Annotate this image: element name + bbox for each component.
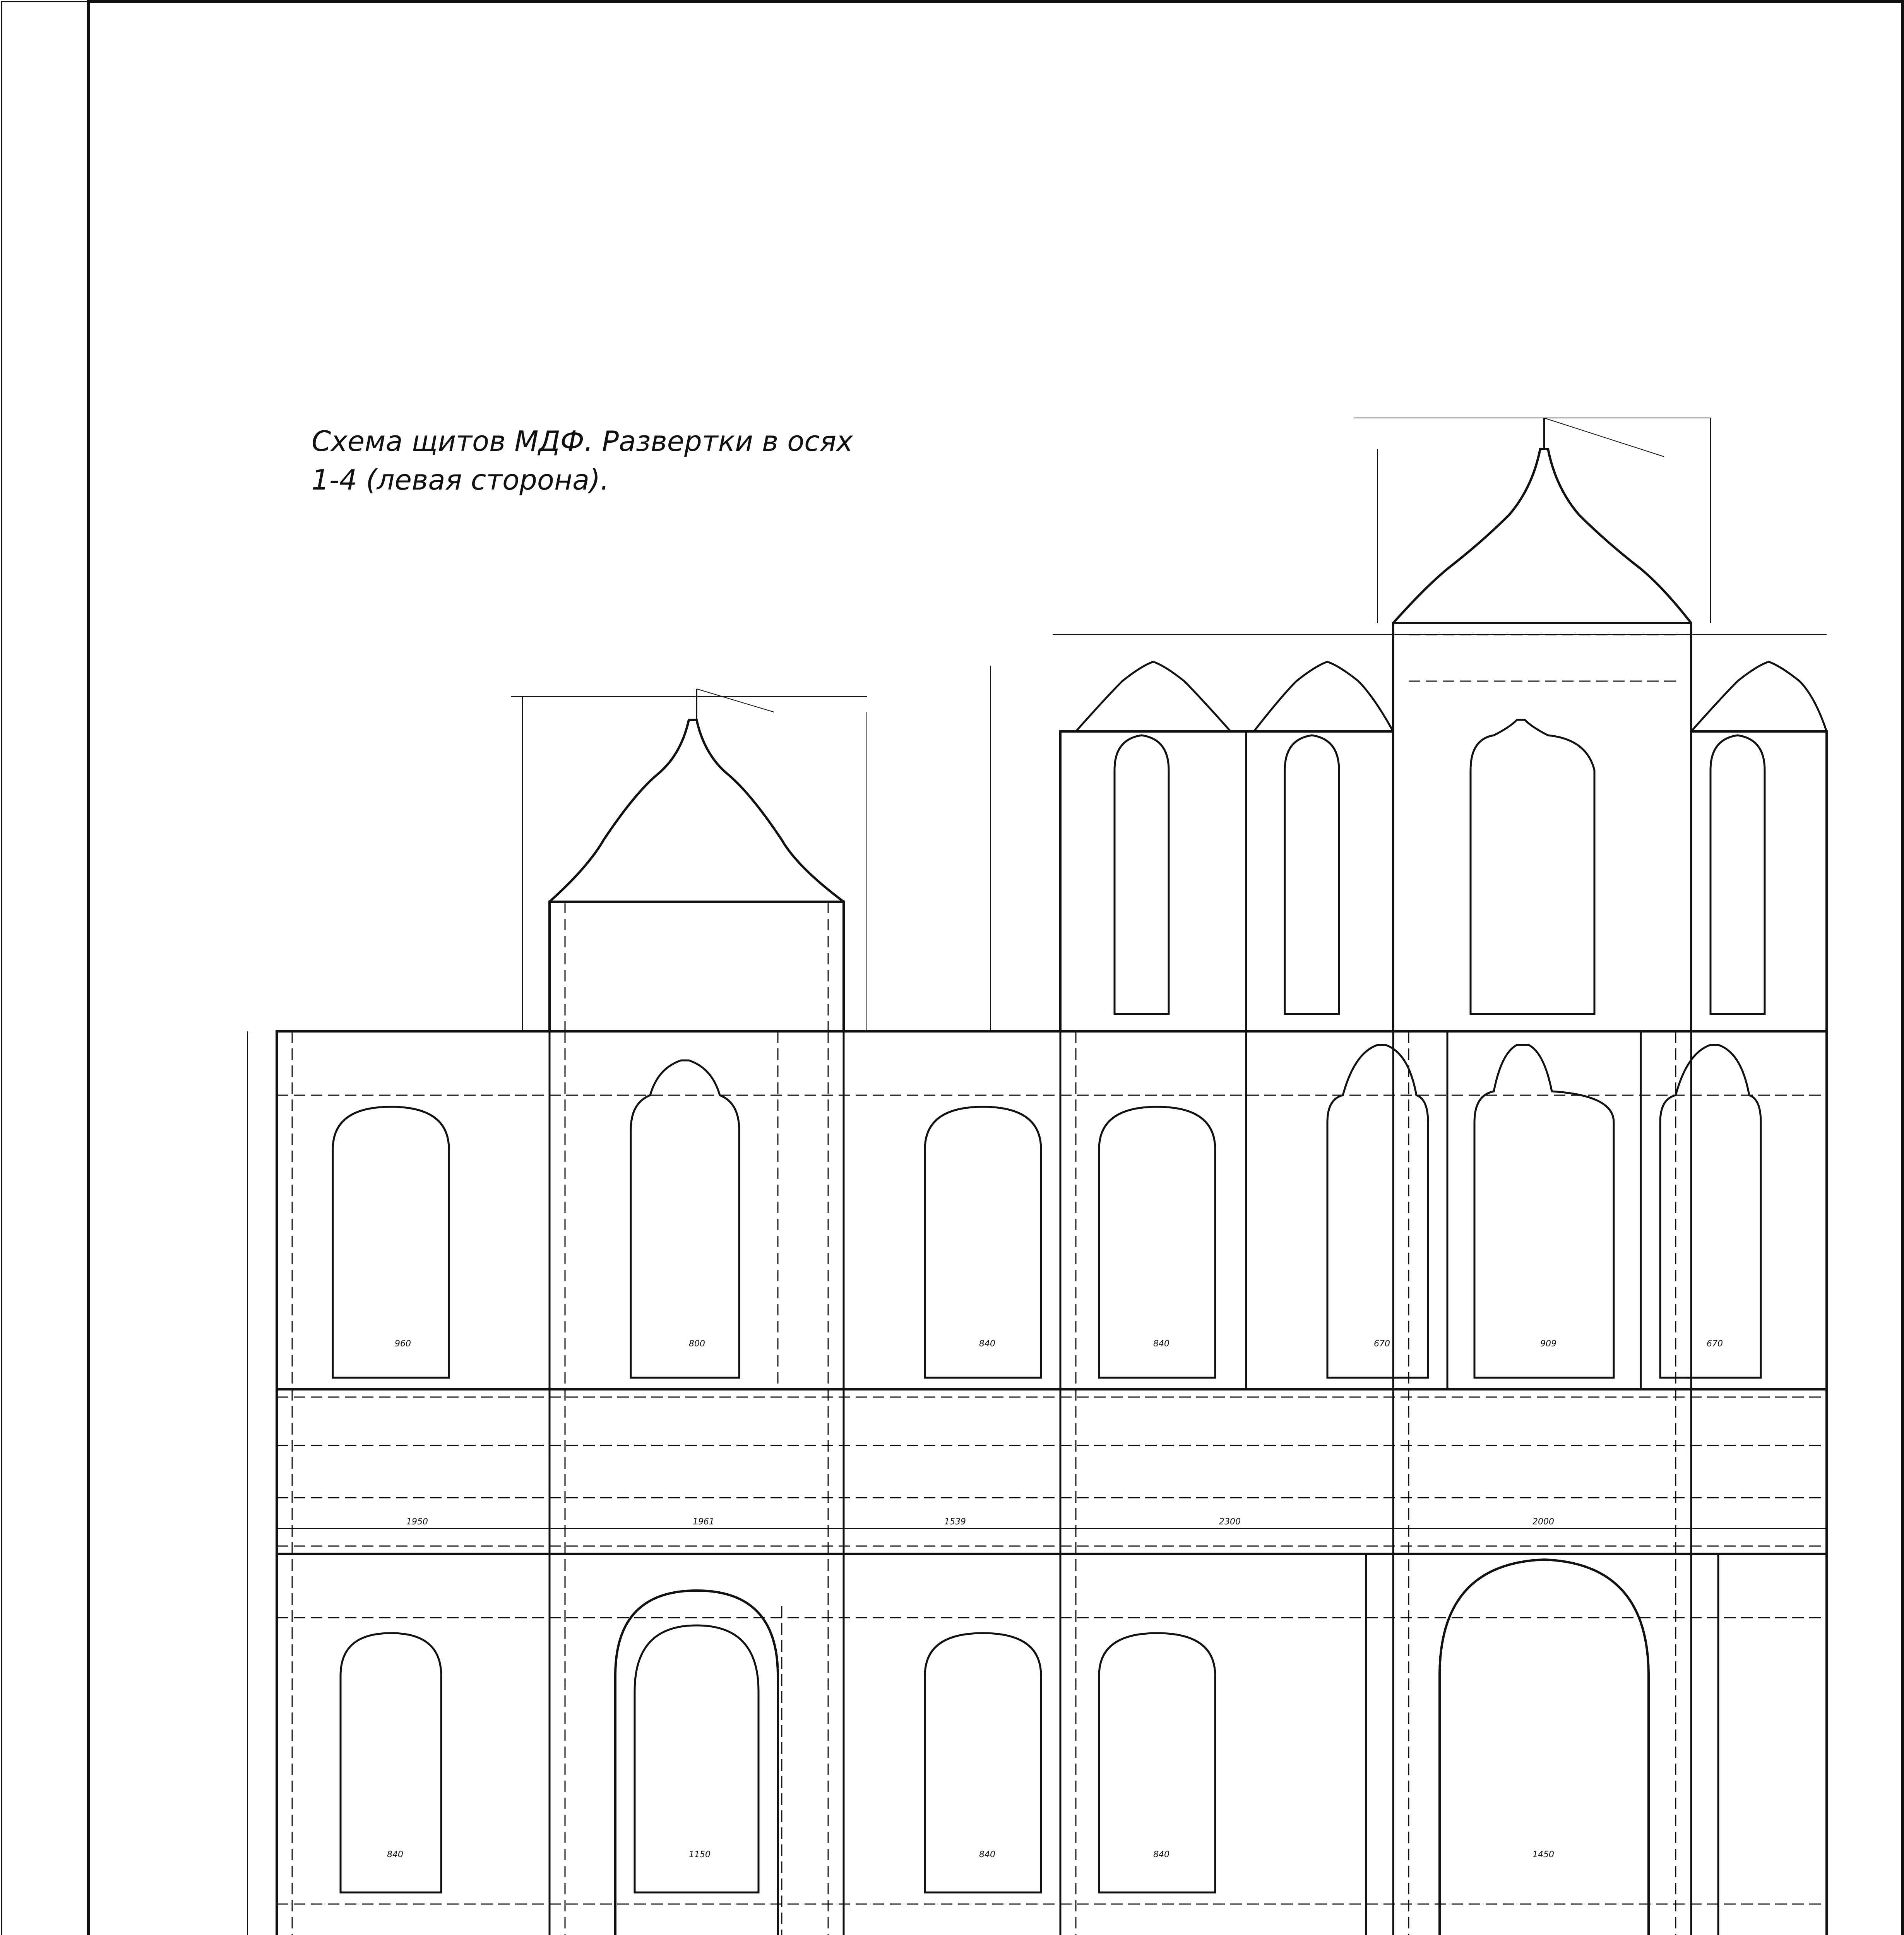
drawing-title-line2: 1-4 (левая сторона).: [312, 464, 610, 496]
inner-frame: [88, 2, 1902, 1935]
outer-frame: [2, 2, 1902, 1935]
mid-dim-1: 1950: [406, 1517, 428, 1527]
opening-dim-5: 670: [1374, 1339, 1390, 1349]
opening-dim-9: 1150: [689, 1850, 711, 1860]
elevation: [163, 418, 1827, 1935]
mid-dim-3: 1539: [944, 1517, 966, 1527]
opening-dim-6: 909: [1540, 1339, 1556, 1349]
opening-dim-10: 840: [387, 1850, 403, 1860]
mid-dim-4: 2300: [1219, 1517, 1241, 1527]
opening-dim-11: 840: [1153, 1850, 1169, 1860]
opening-dim-4: 840: [1153, 1339, 1169, 1349]
opening-dim-8: 840: [979, 1850, 995, 1860]
mid-dim-5: 2000: [1532, 1517, 1554, 1527]
opening-dim-3: 840: [979, 1339, 995, 1349]
mid-dim-2: 1961: [693, 1517, 714, 1527]
opening-dim-1: 960: [395, 1339, 411, 1349]
drawing-title-line1: Схема щитов МДФ. Развертки в осях: [312, 425, 853, 457]
dimension-lines: [248, 418, 1827, 1935]
opening-dim-2: 800: [689, 1339, 705, 1349]
opening-dim-7: 670: [1707, 1339, 1723, 1349]
opening-dim-12: 1450: [1532, 1850, 1554, 1860]
